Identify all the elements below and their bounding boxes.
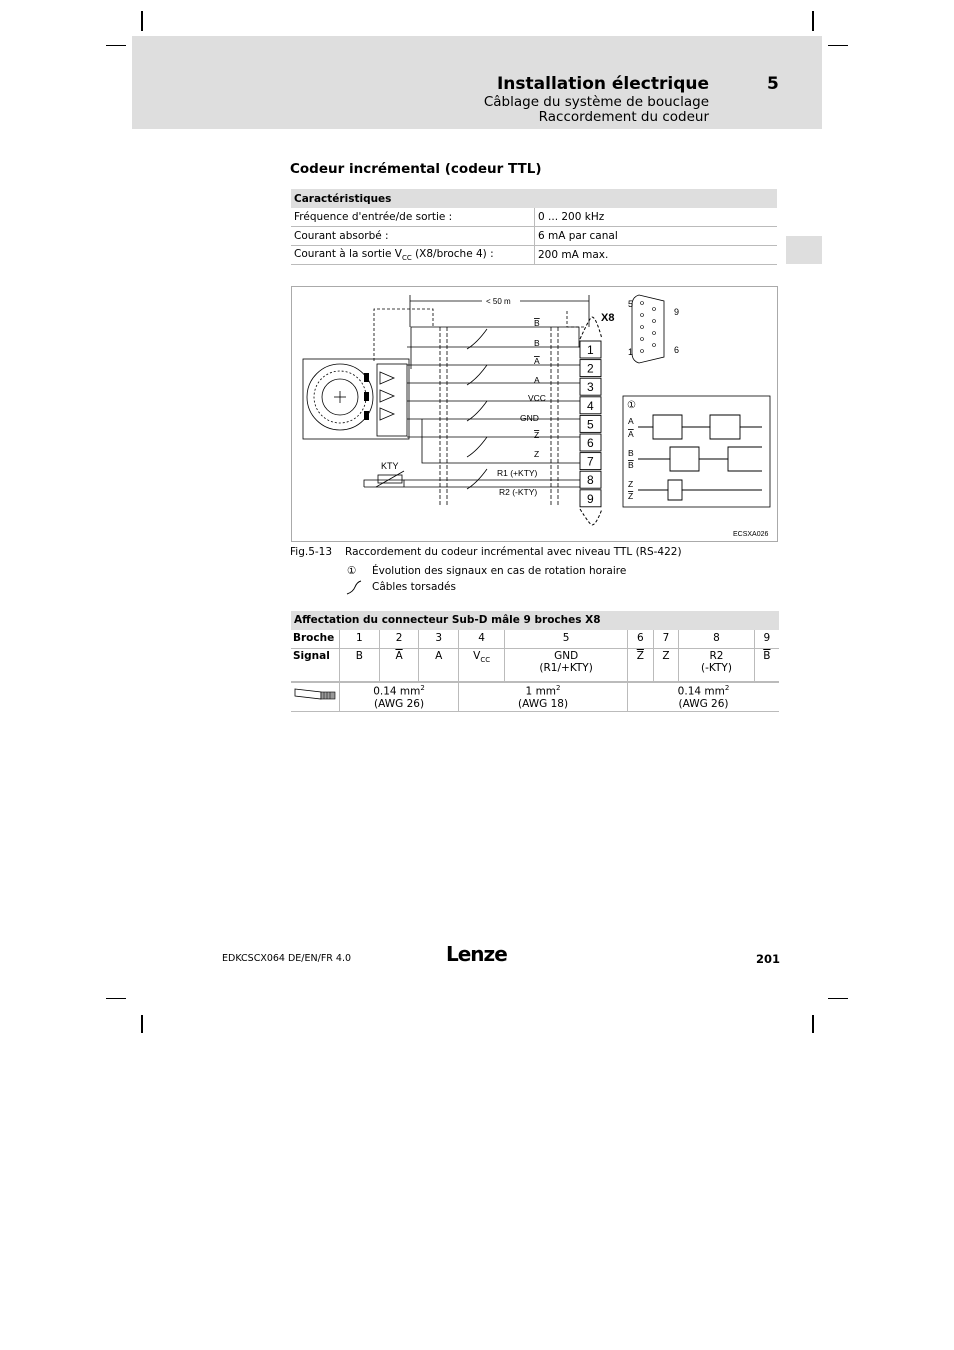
cable-icon [293, 684, 337, 702]
svg-text:B: B [628, 448, 634, 458]
table-row: 0.14 $mm^2$ (AWG 26) 1 $mm^2$ (AWG 18) 0.14 $mm^2$ (AWG 26) [291, 682, 779, 712]
encoder [303, 359, 409, 439]
connector-pin-label: 6 [587, 436, 594, 450]
lenze-logo: Lenze [446, 942, 507, 966]
chapter-title: Installation électrique [496, 74, 709, 94]
connector-pin-label: 3 [587, 380, 594, 395]
connector-pin-label: 2 [587, 361, 594, 376]
svg-text:Z: Z [534, 449, 540, 459]
svg-text:B: B [628, 460, 634, 470]
svg-text:①: ① [627, 400, 636, 411]
svg-text:9: 9 [674, 307, 680, 317]
crop-mark [141, 11, 143, 31]
svg-text:A: A [628, 429, 634, 439]
section-title: Codeur incrémental (codeur TTL) [290, 161, 542, 177]
table-row: Fréquence d'entrée/de sortie : 0 ... 200 kHz [291, 208, 777, 227]
table-heading: Caractéristiques [291, 189, 777, 208]
crop-mark [812, 11, 814, 31]
svg-text:R2 (-KTY): R2 (-KTY) [499, 487, 538, 497]
svg-text:GND: GND [520, 413, 539, 423]
connector-pin-label: 8 [587, 473, 594, 488]
connector-pin-label: 1 [587, 343, 594, 357]
chapter-number: 5 [767, 74, 779, 94]
chapter-subtitle: Câblage du système de bouclage [483, 94, 709, 110]
svg-text:A: A [628, 416, 634, 426]
crop-mark [141, 1015, 143, 1033]
svg-text:B: B [534, 338, 540, 348]
table-heading: Affectation du connecteur Sub-D mâle 9 broches X8 [291, 611, 779, 630]
svg-text:5: 5 [628, 299, 634, 309]
crop-mark [828, 998, 848, 999]
figure-caption: Raccordement du codeur incrémental avec niveau TTL (RS-422) [345, 546, 682, 558]
pinout-table [291, 611, 779, 712]
page-header [132, 36, 822, 129]
svg-text:1: 1 [628, 347, 634, 357]
svg-text:B: B [534, 318, 540, 328]
connector-pin-label: 4 [587, 398, 594, 413]
table-row: Signal B $\overline{A}$ A $V_{CC}$ GND (R1/+KTY) $\overline{Z}$ Z R2 (-KTY) $\overline{B}$ [291, 649, 779, 683]
twisted-cable-icon [346, 580, 362, 596]
legend-text: Évolution des signaux en cas de rotation horaire [372, 565, 627, 577]
legend-symbol: ① [347, 565, 357, 577]
figure-code: ECSXA026 [733, 531, 769, 538]
wiring-diagram [291, 286, 778, 542]
connector-pin-label: 7 [587, 454, 594, 469]
svg-text:A: A [534, 375, 540, 385]
chapter-tab [786, 236, 822, 264]
legend-text: Câbles torsadés [372, 581, 456, 593]
svg-text:X8: X8 [601, 312, 615, 324]
figure-number: Fig.5-13 [290, 546, 333, 558]
svg-text:Z: Z [534, 430, 540, 440]
table-row: Courant à la sortie $V_{CC}$ (X8/broche 4) : 200 mA max. [291, 246, 777, 265]
svg-text:VCC: VCC [528, 393, 546, 403]
svg-text:KTY: KTY [381, 461, 399, 471]
svg-text:< 50 m: < 50 m [486, 297, 511, 306]
svg-text:Z: Z [628, 479, 634, 489]
characteristics-table [291, 189, 777, 265]
crop-mark [106, 998, 126, 999]
crop-mark [106, 45, 126, 46]
table-row: Broche 1 2 3 4 5 6 7 8 9 [291, 630, 779, 649]
connector-pin-label: 5 [587, 417, 594, 432]
table-row: Courant absorbé : 6 mA par canal [291, 227, 777, 246]
crop-mark [812, 1015, 814, 1033]
svg-text:A: A [534, 356, 540, 366]
svg-text:Z: Z [628, 491, 634, 501]
svg-text:R1 (+KTY): R1 (+KTY) [497, 468, 538, 478]
svg-text:6: 6 [674, 345, 680, 355]
crop-mark [828, 45, 848, 46]
document-id: EDKCSCX064 DE/EN/FR 4.0 [222, 953, 352, 964]
page-number: 201 [756, 952, 781, 966]
chapter-subtitle: Raccordement du codeur [538, 109, 709, 125]
connector-pin-label: 9 [587, 491, 594, 506]
